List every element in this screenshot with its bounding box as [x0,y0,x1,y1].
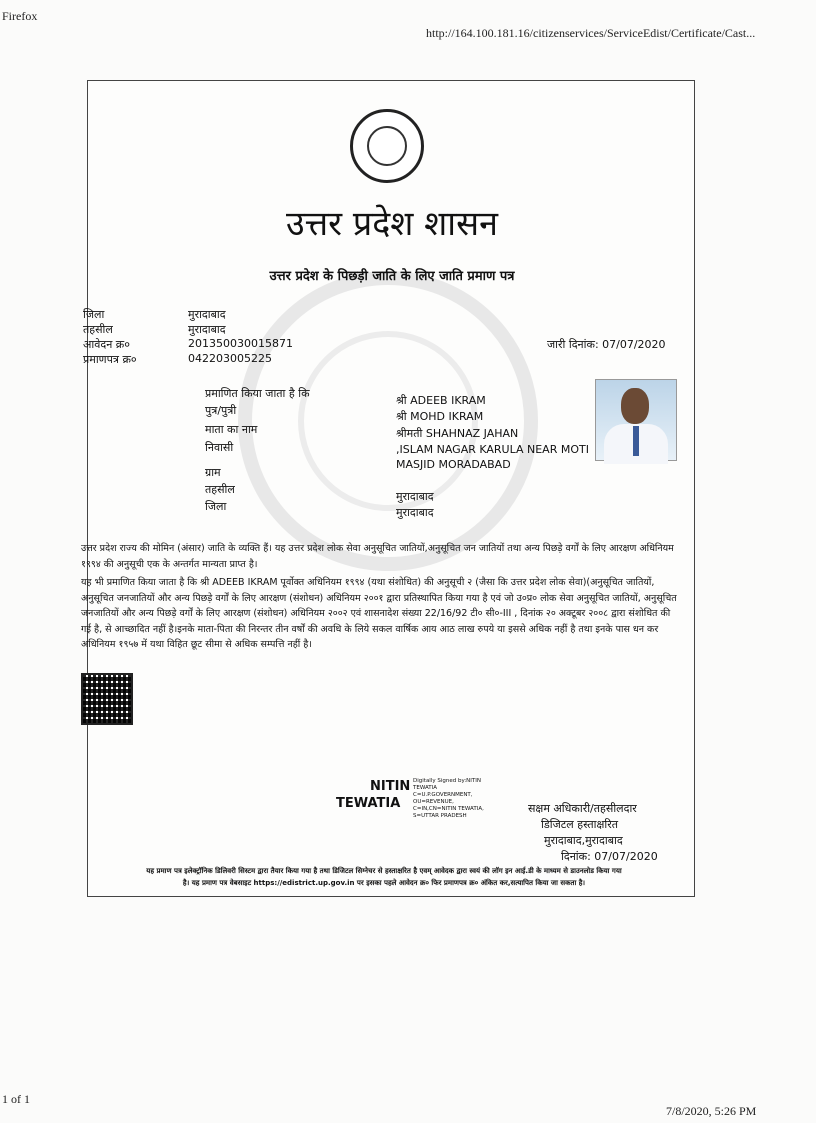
tehsil-value: मुरादाबाद [188,323,226,336]
footer-line-1: यह प्रमाण पत्र इलेक्ट्रॉनिक डिलिवरी सिस्टम द्वारा तैयार किया गया है तथा डिजिटल सिग्नेचर से हस्ताक्षरित है एवम् आवेदक द्वारा स्वयं की लॉग इन आई.डी के माध्यम से डाउनलोड किया गया [146,867,622,875]
application-number: 201350030015871 [188,337,293,350]
signature-meta-6: S=UTTAR PRADESH [413,813,467,819]
certificate-document [81,80,695,897]
parent-label: पुत्र/पुत्री [205,404,237,417]
certificate-subtitle: उत्तर प्रदेश के पिछड़ी जाति के लिए जाति प्रमाण पत्र [269,269,515,284]
signature-meta-2: TEWATIA [413,785,438,791]
issue-date: जारी दिनांक: 07/07/2020 [547,338,666,351]
district2-label: जिला [205,500,227,513]
caste-paragraph: उत्तर प्रदेश राज्य की मोमिन (अंसार) जाति के व्यक्ति हैं। यह उत्तर प्रदेश लोक सेवा अनुसूचित जातियों,अनुसूचित जन जातियों तथा अन्य पिछड़े वर्गों के लिए आरक्षण अधिनियम १९९४ की अनुसूची एक के अन्तर्गत मान्यता प्राप्त है। [81,543,674,570]
authority-date: दिनांक: 07/07/2020 [561,850,658,863]
district-label: जिला [83,308,105,321]
address-line-2: MASJID MORADABAD [396,458,511,471]
issuing-authority [528,801,658,865]
certificate-title: उत्तर प्रदेश शासन [286,204,498,244]
browser-app-name: Firefox [2,9,38,23]
authority-digital: डिजिटल हस्ताक्षरित [541,818,618,831]
qr-code-icon [81,673,133,725]
father-name: श्री MOHD IKRAM [396,410,484,423]
certified-label: प्रमाणित किया जाता है कि [205,387,310,400]
authority-location: मुरादाबाद,मुरादाबाद [544,834,623,847]
signature-meta-3: C=U.P.GOVERNMENT, [413,792,473,798]
page-url: http://164.100.181.16/citizenservices/ServiceEdist/Certificate/Cast... [426,26,756,40]
resident-label: निवासी [205,441,234,454]
certificate-number: 042203005225 [188,352,272,365]
certificate-label: प्रमाणपत्र क्र० [83,353,137,366]
application-label: आवेदन क्र० [83,338,130,351]
signer-name-line2: TEWATIA [336,796,401,811]
mother-name: श्रीमती SHAHNAZ JAHAN [396,427,519,440]
footer-line-2: है। यह प्रमाण पत्र वेबसाइट https://edistrict.up.gov.in पर इसका पहले आवेदन क्र० फिर प्रमाणपत्र क्र० अंकित कर,सत्यापित किया जा सकता है। [182,879,586,887]
village-label: ग्राम [205,466,221,479]
tehsil2-value: मुरादाबाद [396,490,434,503]
state-emblem-icon [350,109,424,183]
signature-meta-1: Digitally Signed by:NITIN [413,778,482,784]
tehsil2-label: तहसील [205,483,235,496]
applicant-name: श्री ADEEB IKRAM [396,394,486,407]
authority-title: सक्षम अधिकारी/तहसीलदार [528,802,637,815]
mother-label: माता का नाम [205,423,258,436]
signature-meta-4: OU=REVENUE, [413,799,454,805]
tehsil-label: तहसील [83,323,113,336]
signature-meta-5: C=IN,CN=NITIN TEWATIA, [413,806,484,812]
income-paragraph: यह भी प्रमाणित किया जाता है कि श्री ADEEB IKRAM पूर्वोक्त अधिनियम १९९४ (यथा संशोधित) की अनुसूची २ (जैसा कि उत्तर प्रदेश लोक सेवा)(अनुसूचित जातियों, अनुसूचित जनजातियों और अन्य पिछड़े वर्गों के लिए आरक्षण (संशोधन) अधिनियम २००१ द्वारा प्रतिस्थापित किया गया है एवं जो उ०प्र० लोक सेवा अनुसूचित जातियों, अनुसूचित जनजातियों और अन्य पिछड़े वर्गों के लिए आरक्षण (संशोधन) अधिनियम २००२ एवं शासनादेश संख्या 22/16/92 टी० सी०-III , दिनांक २० अक्टूबर २००८ द्वारा संशोधित की गई है, से आच्छादित नहीं है।इनके माता-पिता की निरन्तर तीन वर्षों की अवधि के लिये सकल वार्षिक आय आठ लाख रुपये या इससे अधिक नहीं है तथा इनके पास धन कर अधिनियम १९५७ में यथा विहित छूट सीमा से अधिक सम्पत्ति नहीं है। [81,577,677,650]
district-value: मुरादाबाद [188,308,226,321]
signer-name-line1: NITIN [370,779,411,794]
district2-value: मुरादाबाद [396,506,434,519]
print-timestamp: 7/8/2020, 5:26 PM [666,1104,757,1118]
footer-note [73,865,695,889]
address-line-1: ,ISLAM NAGAR KARULA NEAR MOTI [396,443,589,456]
applicant-photo [595,379,677,461]
page-count: 1 of 1 [2,1092,30,1106]
